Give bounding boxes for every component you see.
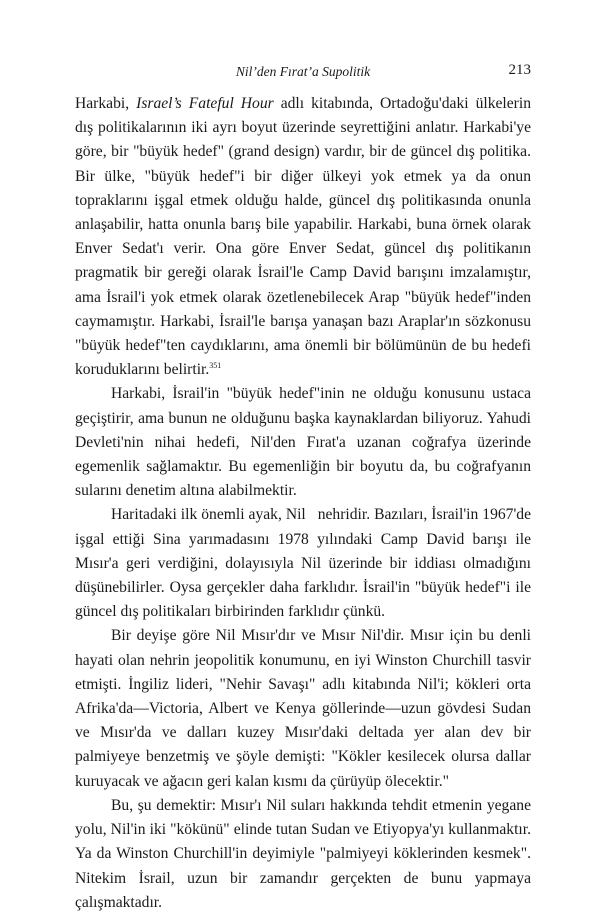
text-run: Bir deyişe göre Nil Mısır'dır ve Mısır Nil'dir. Mısır için bu denli hayati olan nehrin jeopolitik konumunu, en iyi Winston Churchill tasvir etmişti. İngiliz lideri, "Nehir Savaşı" adlı kitabında Nil'i; kökleri orta Afrika'da—Victoria, Albert ve Kenya göllerinde—uzun gövdesi Sudan ve Mısır'da ve dalları kuzey Mısır'daki deltada yer alan dev bir palmiyeye benzetmiş ve şöyle demişti: "Kökler kesilecek olursa dallar kuruyacak ve ağacın geri kalan kısmı da çürüyüp ölecektir.": [75, 627, 531, 790]
page-number: 213: [508, 62, 531, 78]
text-run: Harkabi,: [75, 95, 137, 112]
book-title-italic: Israel’s Fateful Hour: [136, 95, 274, 112]
paragraph-1: [75, 92, 531, 382]
running-title: Nil’den Fırat’a Supolitik: [235, 64, 371, 79]
text-run: Haritadaki ilk önemli ayak, Nil nehridir. Bazıları, İsrail'in 1967'de işgal ettiği Sina yarımadasını 1978 yılındaki Camp David barışı ile Mısır'a geri verdiğini, dolayısıyla Nil üzerinde bir iddiası olmadığını düşünebilirler. Oysa gerçekler daha farklıdır. İsrail'in "büyük hedef"i ile güncel dış politikaları birbirinden farklıdır çünkü.: [75, 506, 535, 621]
paragraph-5: [75, 794, 531, 915]
text-run: Harkabi, İsrail'in "büyük hedef"inin ne olduğu konusunu ustaca geçiştirir, ama bunun ne olduğunu başka kaynaklardan biliyoruz. Yahudi Devleti'nin nihai hedefi, Nil'den Fırat'a uzanan coğrafya üzerinde egemenlik sağlamaktır. Bu egemenliğin bir boyutu da, bu coğrafyanın sularını denetim altına alabilmektir.: [75, 385, 531, 500]
paragraph-4: [75, 624, 531, 793]
text-run: Bu, şu demektir: Mısır'ı Nil suları hakkında tehdit etmenin yegane yolu, Nil'in iki "kökünü" elinde tutan Sudan ve Etiyopya'yı kullanmaktır. Ya da Winston Churchill'in deyimiyle "palmiyeyi köklerinden kesmek". Nitekim İsrail, uzun bir zamandır gerçekten de bunu yapmaya çalışmaktadır.: [75, 796, 531, 911]
paragraph-2: [75, 382, 531, 503]
running-header: [75, 60, 531, 84]
body-text: [75, 92, 535, 915]
text-run: adlı kitabında, Ortadoğu'daki ülkelerin dış politikalarının iki ayrı boyut üzerinde seyrettiğini anlatır. Harkabi'ye göre, bir "büyük hedef" (grand design) vardır, bir de güncel dış politika. Bir ülke, "büyük hedef"i bir diğer ülkeyi yok etmek ya da onun topraklarını işgal etmek olduğu halde, güncel dış politikasında onunla anlaşabilir, hatta onunla barış bile yapabilir. Harkabi, buna örnek olarak Enver Sedat'ı verir. Ona göre Enver Sedat, güncel dış politikanın pragmatik bir gereği olarak İsrail'le Camp David barışını imzalamıştır, ama İsrail'i yok etmek olarak özetlenebilecek Arap "büyük hedef"inden caymamıştır. Harkabi, İsrail'le barışa yanaşan bazı Araplar'ın sözkonusu "büyük hedef"ten caydıklarını, ama önemli bir bölümünün de bu hedefi koruduklarını belirtir.: [75, 95, 531, 379]
footnote-reference[interactable]: 351: [209, 361, 222, 371]
book-page: [75, 60, 535, 915]
paragraph-3: [75, 503, 535, 624]
